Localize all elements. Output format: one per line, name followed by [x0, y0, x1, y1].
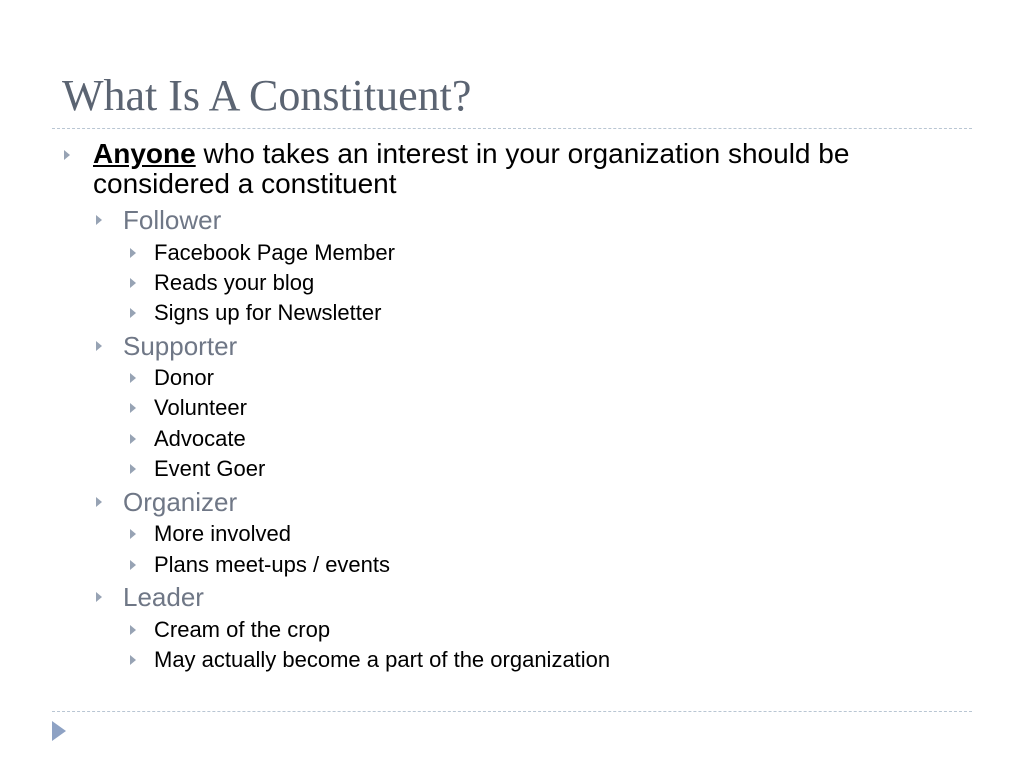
list-item: More involved [154, 521, 291, 546]
bullet-arrow-icon [130, 248, 136, 258]
list-item: Facebook Page Member [154, 240, 395, 265]
list-item: Signs up for Newsletter [154, 300, 382, 325]
bullet-arrow-icon [96, 215, 102, 225]
group-label-organizer: Organizer [123, 487, 238, 517]
bullet-arrow-icon [130, 278, 136, 288]
list-item: Volunteer [154, 395, 247, 420]
slide-title: What Is A Constituent? [62, 71, 472, 120]
bullet-arrow-icon [130, 373, 136, 383]
intro-text [93, 139, 963, 199]
bullet-arrow-icon [96, 497, 102, 507]
group-label-supporter: Supporter [123, 331, 238, 361]
group-label-leader: Leader [123, 582, 204, 612]
bullet-arrow-icon [130, 655, 136, 665]
list-item: Donor [154, 365, 214, 390]
bullet-arrow-icon [130, 434, 136, 444]
list-item: Advocate [154, 426, 246, 451]
intro-rest: who takes an interest in your organization should be considered a constituent [93, 138, 850, 199]
bullet-arrow-icon [96, 341, 102, 351]
list-item: Reads your blog [154, 270, 315, 295]
bullet-arrow-icon [130, 529, 136, 539]
bullet-arrow-icon [130, 560, 136, 570]
group-label-follower: Follower [123, 205, 222, 235]
bullet-arrow-icon [130, 625, 136, 635]
corner-arrow-icon [52, 721, 66, 741]
intro-emphasis: Anyone [93, 138, 196, 169]
list-item: Event Goer [154, 456, 266, 481]
bullet-arrow-icon [130, 464, 136, 474]
list-item: Plans meet-ups / events [154, 552, 391, 577]
footer-divider [52, 711, 972, 712]
bullet-arrow-icon [64, 150, 70, 160]
bullet-arrow-icon [130, 403, 136, 413]
bullet-arrow-icon [130, 308, 136, 318]
list-item: May actually become a part of the organization [154, 647, 611, 672]
bullet-arrow-icon [96, 592, 102, 602]
list-item: Cream of the crop [154, 617, 331, 642]
